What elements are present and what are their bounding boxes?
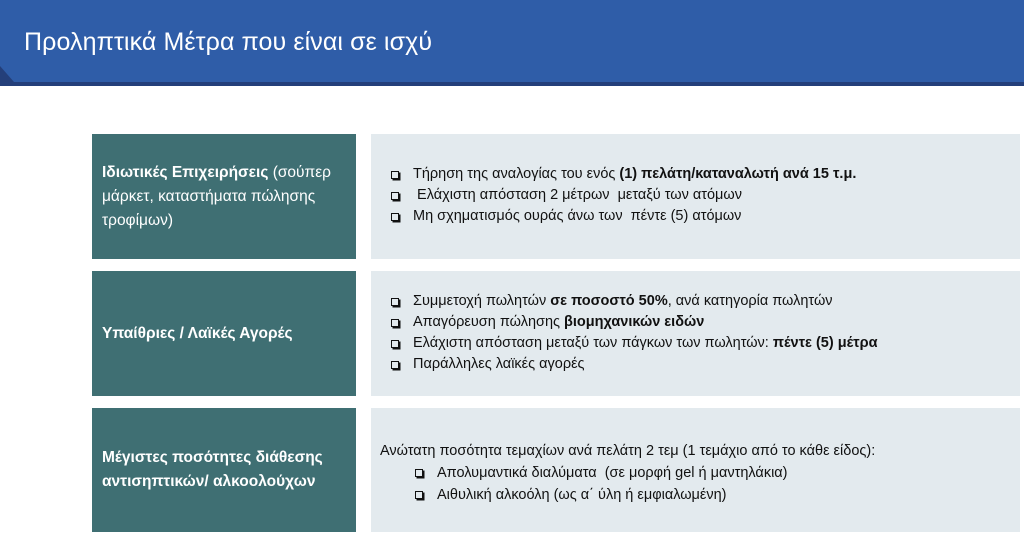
- category-title: Υπαίθριες / Λαϊκές Αγορές: [102, 324, 293, 342]
- checkbox-bullet-icon: [391, 171, 399, 179]
- item-text: Απαγόρευση πώλησης: [413, 314, 565, 330]
- checkbox-bullet-icon: [391, 340, 399, 348]
- item-text: Ελάχιστη απόσταση μεταξύ των πάγκων των πωλητών:: [413, 335, 773, 351]
- list-item: [415, 484, 788, 506]
- measures-list: [391, 164, 856, 227]
- category-cell: [92, 271, 356, 396]
- title-bar: [0, 0, 1024, 86]
- lead-text: Ανώτατη ποσότητα τεμαχίων ανά πελάτη 2 τεμ (1 τεμάχιο από το κάθε είδος):: [380, 443, 876, 459]
- checkbox-bullet-icon: [391, 192, 399, 200]
- item-bold-text: πέντε (5) μέτρα: [772, 335, 878, 351]
- item-bold-text: σε ποσοστό 50%: [550, 293, 668, 309]
- list-item: [415, 462, 788, 484]
- item-text: Μη σχηματισμός ουράς άνω των πέντε (5) ατόμων: [413, 208, 742, 224]
- category-title: Μέγιστες ποσότητες διάθεσης αντισηπτικών/ αλκοολούχων: [102, 449, 323, 490]
- category-cell: [92, 134, 356, 259]
- category-label: [102, 446, 350, 494]
- list-item: [391, 185, 856, 206]
- item-text: Παράλληλες λαϊκές αγορές: [413, 356, 585, 372]
- item-text: Ελάχιστη απόσταση 2 μέτρων μεταξύ των ατόμων: [413, 187, 742, 203]
- checkbox-bullet-icon: [391, 298, 399, 306]
- list-item: [391, 164, 856, 185]
- category-label: [102, 322, 293, 346]
- item-text: Συμμετοχή πωλητών: [413, 293, 551, 309]
- checkbox-bullet-icon: [415, 469, 423, 477]
- measures-row-open-air-markets: [92, 271, 1020, 396]
- measures-cell: [371, 408, 1020, 532]
- item-text: Τήρηση της αναλογίας του ενός: [413, 166, 620, 182]
- page-title: Προληπτικά Μέτρα που είναι σε ισχύ: [24, 28, 433, 56]
- item-bold-text: βιομηχανικών ειδών: [564, 314, 705, 330]
- checkbox-bullet-icon: [391, 361, 399, 369]
- item-text: Αιθυλική αλκοόλη (ως α΄ ύλη ή εμφιαλωμένη): [437, 487, 727, 503]
- category-label: [102, 161, 350, 233]
- measures-list: [415, 462, 788, 506]
- list-item: [391, 333, 877, 354]
- item-bold-text: (1) πελάτη/καταναλωτή ανά 15 τ.μ.: [619, 166, 857, 182]
- checkbox-bullet-icon: [391, 213, 399, 221]
- measures-list: [391, 291, 877, 375]
- category-cell: [92, 408, 356, 532]
- list-item: [391, 354, 877, 375]
- measures-row-antiseptics: [92, 408, 1020, 532]
- measures-row-private-businesses: [92, 134, 1020, 259]
- list-item: [391, 312, 877, 333]
- checkbox-bullet-icon: [415, 491, 423, 499]
- item-text: Απολυμαντικά διαλύματα (σε μορφή gel ή μαντηλάκια): [437, 465, 788, 481]
- list-item: [391, 291, 877, 312]
- item-text-after: , ανά κατηγορία πωλητών: [667, 293, 833, 309]
- list-item: [391, 206, 856, 227]
- measures-cell: [371, 271, 1020, 396]
- measures-cell: [371, 134, 1020, 259]
- category-subtitle: (σούπερ μάρκετ, καταστήματα πώλησης τροφίμων): [102, 163, 331, 229]
- category-title: Ιδιωτικές Επιχειρήσεις: [102, 163, 269, 181]
- checkbox-bullet-icon: [391, 319, 399, 327]
